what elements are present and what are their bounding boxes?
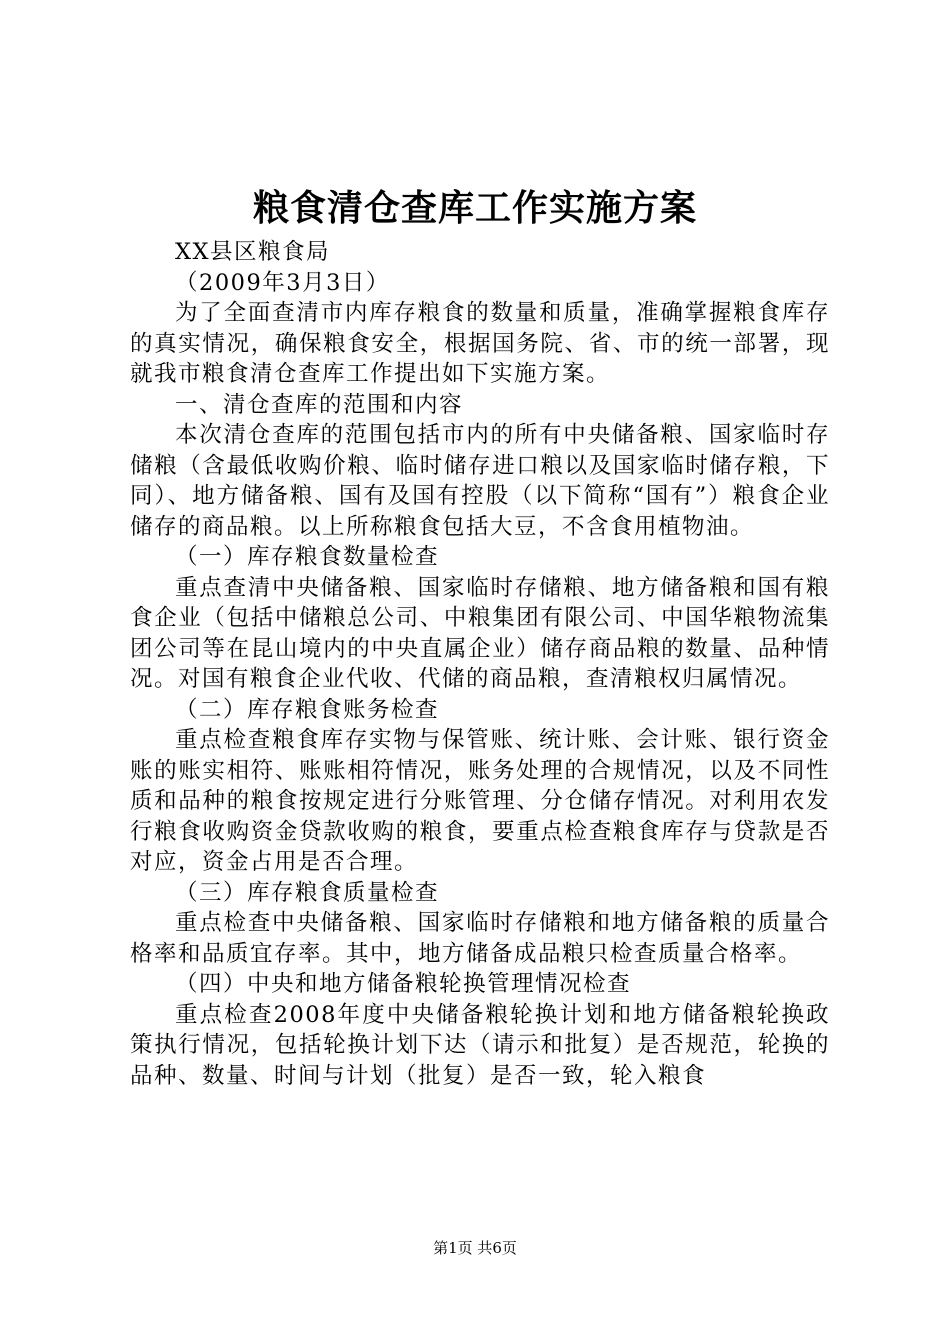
intro-paragraph: 为了全面查清市内库存粮食的数量和质量，准确掌握粮食库存的真实情况，确保粮食安全，根据国务院、省、市的统一部署，现就我市粮食清仓查库工作提出如下实施方案。 [130,300,830,387]
document-title: 粮食清仓查库工作实施方案 [252,187,697,229]
section-heading-1: 一、清仓查库的范围和内容 [175,391,464,418]
subsection-4-paragraph: 重点检查2008年度中央储备粮轮换计划和地方储备粮轮换政策执行情况，包括轮换计划下达（请示和批复）是否规范，轮换的品种、数量、时间与计划（批复）是否一致，轮入粮食 [130,1001,830,1089]
section-1-paragraph: 本次清仓查库的范围包括市内的所有中央储备粮、国家临时存储粮（含最低收购价粮、临时储存进口粮以及国家临时储存粮，下同）、地方储备粮、国有及国有控股（以下简称“国有”）粮食企业储存的商品粮。以上所称粮食包括大豆，不含食用植物油。 [130,422,830,540]
subsection-2-paragraph: 重点检查粮食库存实物与保管账、统计账、会计账、银行资金账的账实相符、账账相符情况，账务处理的合规情况，以及不同性质和品种的粮食按规定进行分账管理、分仓储存情况。对利用农发行粮食收购资金贷款收购的粮食，要重点检查粮食库存与贷款是否对应，资金占用是否合理。 [130,727,830,875]
issuer-line: XX县区粮食局 [175,239,331,265]
subsection-heading-2: （二）库存粮食账务检查 [175,696,440,723]
subsection-1-paragraph: 重点查清中央储备粮、国家临时存储粮、地方储备粮和国有粮食企业（包括中储粮总公司、中粮集团有限公司、中国华粮物流集团公司等在昆山境内的中央直属企业）储存商品粮的数量、品种情况。对国有粮食企业代收、代储的商品粮，查清粮权归属情况。 [130,574,830,692]
subsection-3-paragraph: 重点检查中央储备粮、国家临时存储粮和地方储备粮的质量合格率和品质宜存率。其中，地方储备成品粮只检查质量合格率。 [130,910,830,967]
subsection-heading-4: （四）中央和地方储备粮轮换管理情况检查 [175,971,632,997]
date-line: （2009年3月3日） [175,269,390,296]
subsection-heading-1: （一）库存粮食数量检查 [175,544,440,570]
document-body [130,237,830,1091]
subsection-heading-3: （三）库存粮食质量检查 [175,879,440,906]
page-footer: 第1页 共6页 [433,1239,517,1257]
